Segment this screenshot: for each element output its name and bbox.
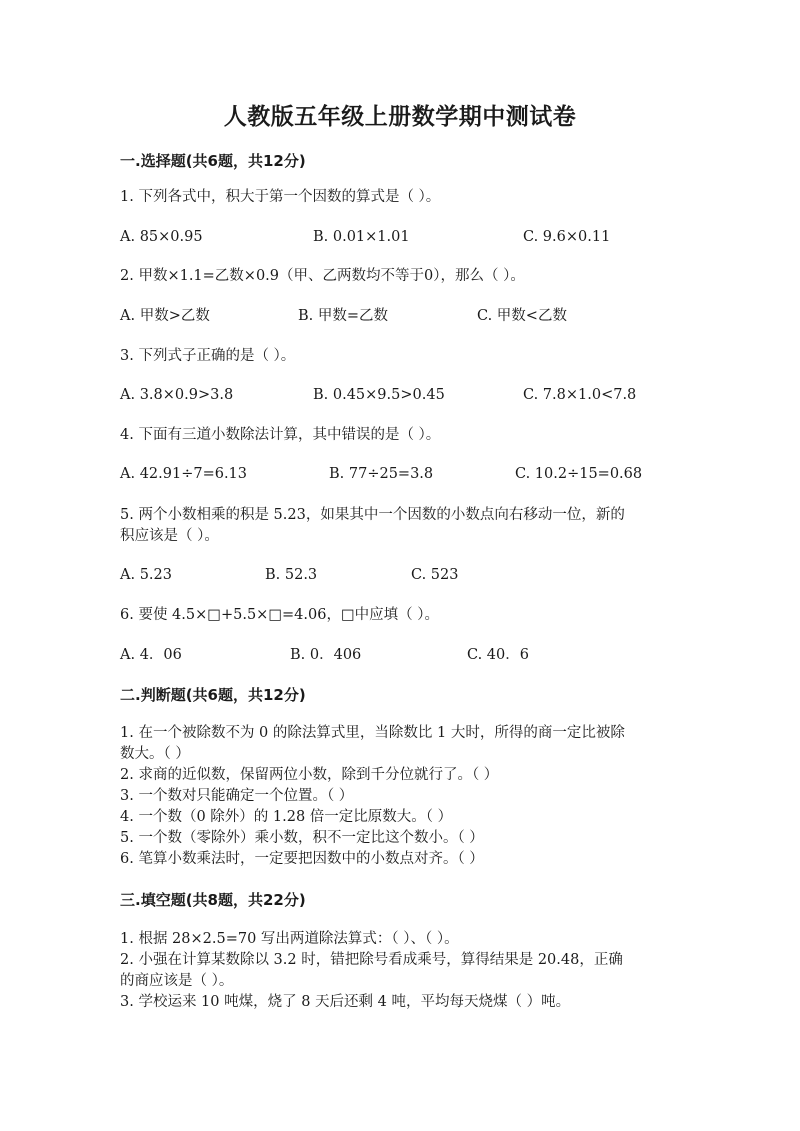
option-b: B. 52.3 xyxy=(265,567,318,583)
section-heading-judgment: 二.判断题(共6题，共12分) xyxy=(120,686,306,704)
option-a: A. 甲数>乙数 xyxy=(120,308,210,324)
judgment-item-3: 3. 一个数对只能确定一个位置。（ ） xyxy=(120,788,354,804)
judgment-item-4: 4. 一个数（0 除外）的 1.28 倍一定比原数大。（ ） xyxy=(120,809,453,825)
option-a: A. 4．06 xyxy=(120,647,182,663)
option-b: B. 0.01×1.01 xyxy=(313,229,410,245)
section-heading-fill-in: 三.填空题(共8题，共22分) xyxy=(120,891,306,909)
fill-item-3: 3. 学校运来 10 吨煤，烧了 8 天后还剩 4 吨，平均每天烧煤（ ）吨。 xyxy=(120,994,571,1010)
judgment-item-5: 5. 一个数（零除外）乘小数，积不一定比这个数小。（ ） xyxy=(120,830,484,846)
judgment-item-2: 2. 求商的近似数，保留两位小数，除到千分位就行了。（ ） xyxy=(120,767,499,783)
option-a: A. 85×0.95 xyxy=(120,229,203,245)
fill-item-2-line1: 2. 小强在计算某数除以 3.2 时，错把除号看成乘号，算得结果是 20.48，正确 xyxy=(120,952,623,968)
option-c: C. 甲数<乙数 xyxy=(477,308,567,324)
question-text: 3. 下列式子正确的是（ ）。 xyxy=(120,348,296,364)
option-b: B. 0.45×9.5>0.45 xyxy=(313,387,445,403)
option-a: A. 42.91÷7=6.13 xyxy=(120,466,248,482)
section-heading-choice: 一.选择题(共6题，共12分) xyxy=(120,152,306,170)
option-c: C. 9.6×0.11 xyxy=(523,229,611,245)
option-b: B. 甲数=乙数 xyxy=(298,308,389,324)
option-a: A. 3.8×0.9>3.8 xyxy=(120,387,234,403)
option-b: B. 0．406 xyxy=(290,647,362,663)
option-a: A. 5.23 xyxy=(120,567,172,583)
option-c: C. 523 xyxy=(411,567,459,583)
question-text: 2. 甲数×1.1=乙数×0.9（甲、乙两数均不等于0），那么（ ）。 xyxy=(120,268,525,284)
fill-item-2-line2: 的商应该是（ ）。 xyxy=(120,973,234,989)
option-c: C. 10.2÷15=0.68 xyxy=(515,466,643,482)
question-text: 4. 下面有三道小数除法计算，其中错误的是（ ）。 xyxy=(120,427,441,443)
option-c: C. 7.8×1.0<7.8 xyxy=(523,387,637,403)
judgment-item-1-line2: 数大。（ ） xyxy=(120,746,190,762)
judgment-item-6: 6. 笔算小数乘法时，一定要把因数中的小数点对齐。（ ） xyxy=(120,851,484,867)
question-text-line1: 5. 两个小数相乘的积是 5.23，如果其中一个因数的小数点向右移动一位，新的 xyxy=(120,507,625,523)
question-text: 6. 要使 4.5×□+5.5×□=4.06，□中应填（ ）。 xyxy=(120,607,440,623)
judgment-item-1-line1: 1. 在一个被除数不为 0 的除法算式里，当除数比 1 大时，所得的商一定比被除 xyxy=(120,725,625,741)
option-c: C. 40．6 xyxy=(467,647,529,663)
question-text: 1. 下列各式中，积大于第一个因数的算式是（ ）。 xyxy=(120,189,441,205)
page-title: 人教版五年级上册数学期中测试卷 xyxy=(223,103,577,130)
option-b: B. 77÷25=3.8 xyxy=(329,466,434,482)
question-text-line2: 积应该是（ ）。 xyxy=(120,528,219,544)
fill-item-1: 1. 根据 28×2.5=70 写出两道除法算式：（ ）、（ ）。 xyxy=(120,931,459,947)
